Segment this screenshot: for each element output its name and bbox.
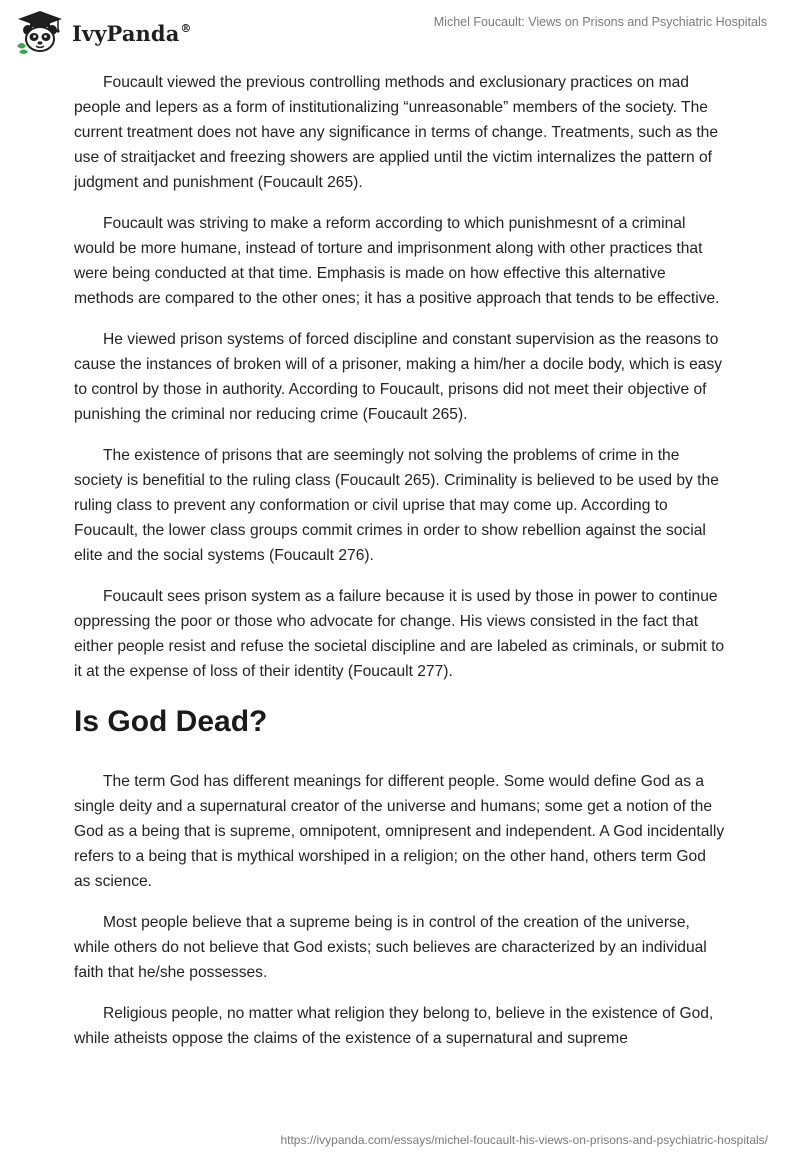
registered-mark: ® — [180, 21, 192, 35]
paragraph: The term God has different meanings for different people. Some would define God as a single deity and a supernatural creator of the universe and humans; some get a notion of the God as a being that is supreme, omnipotent, omnipresent and independent. A God incidentally refers to a being that is mythical worshiped in a religion; on the other hand, others term God as science. — [74, 773, 725, 890]
panda-graduate-icon — [14, 10, 66, 54]
section-heading: Is God Dead? — [74, 705, 268, 738]
paragraph: Religious people, no matter what religion they belong to, believe in the existence of God, while atheists oppose the claims of the existence of a supernatural and supreme — [74, 1005, 714, 1047]
essay-content — [74, 70, 726, 1067]
paragraph: The existence of prisons that are seemingly not solving the problems of crime in the society is benefitial to the ruling class (Foucault 265). Criminality is believed to be used by the ruling class to prevent any conformation or civil uprise that may come up. According to Foucault, the lower class groups commit crimes in order to show rebellion against the social elite and the social systems (Foucault 276). — [74, 447, 719, 564]
document-title: Michel Foucault: Views on Prisons and Psychiatric Hospitals — [433, 15, 767, 29]
paragraph: Most people believe that a supreme being is in control of the creation of the universe, while others do not believe that God exists; such believes are characterized by an individual faith that he/she possesses. — [74, 914, 707, 981]
paragraph: He viewed prison systems of forced discipline and constant supervision as the reasons to cause the instances of broken will of a prisoner, making a him/her a docile body, which is easy to control by those in authority. According to Foucault, prisons did not meet their objective of punishing the criminal nor reducing crime (Foucault 265). — [74, 331, 723, 423]
source-url[interactable]: https://ivypanda.com/essays/michel-foucault-his-views-on-prisons-and-psychiatric-hospitals/ — [280, 1133, 768, 1147]
logo[interactable] — [14, 10, 192, 54]
page-header — [0, 0, 800, 62]
paragraph: Foucault sees prison system as a failure because it is used by those in power to continue oppressing the poor or those who advocate for change. His views consisted in the fact that either people resist and refuse the societal discipline and are labeled as criminals, or submit to it at the expense of loss of their identity (Foucault 277). — [74, 588, 725, 680]
logo-text: IvyPanda® — [72, 20, 192, 46]
paragraph: Foucault was striving to make a reform according to which punishmesnt of a criminal would be more humane, instead of torture and imprisonment along with other practices that were being conducted at that time. Emphasis is made on how effective this alternative methods are compared to the other ones; it has a positive approach that tends to be effective. — [74, 215, 720, 307]
paragraph: Foucault viewed the previous controlling methods and exclusionary practices on mad people and lepers as a form of institutionalizing “unreasonable” members of the society. The current treatment does not have any significance in terms of change. Treatments, such as the use of straitjacket and freezing showers are applied until the victim internalizes the pattern of judgment and punishment (Foucault 265). — [74, 74, 719, 191]
